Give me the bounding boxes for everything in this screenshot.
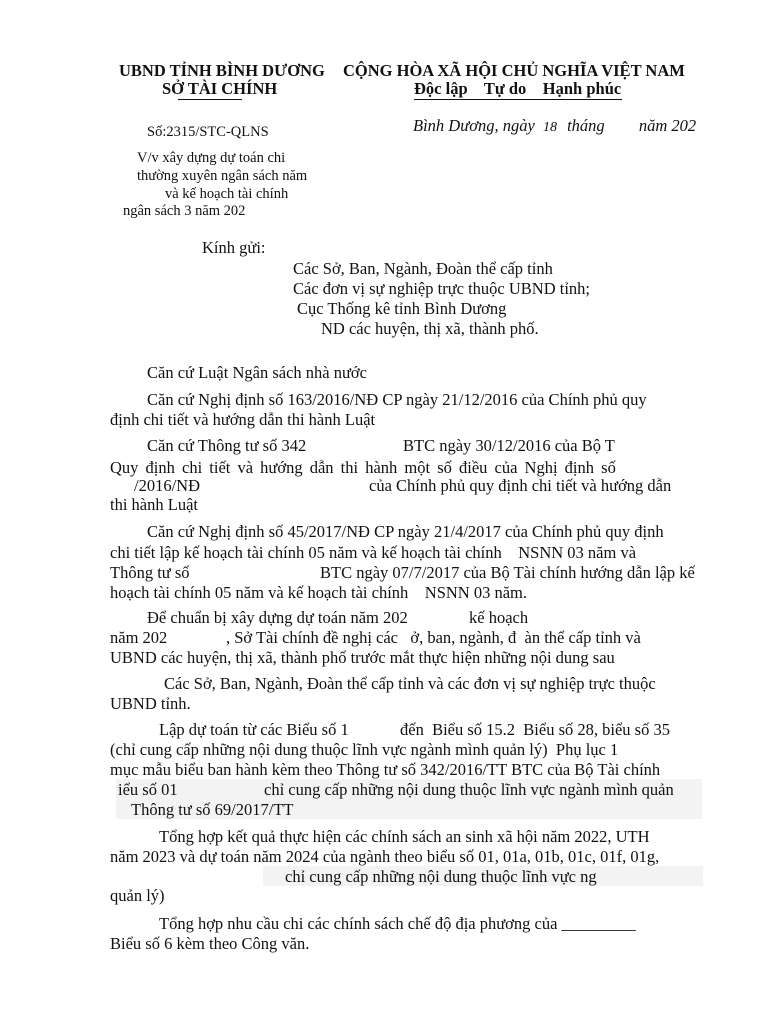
body-line: Biểu số 6 kèm theo Công văn. [110,934,310,953]
body-line: Căn cứ Nghị định số 163/2016/NĐ CP ngày 21/12/2016 của Chính phủ quy [147,390,647,409]
department-name: SỞ TÀI CHÍNH [162,79,278,98]
body-line: Căn cứ Nghị định số 45/2017/NĐ CP ngày 21/4/2017 của Chính phủ quy định [147,522,664,541]
date-day: 18 [542,120,557,135]
body-line: quản lý) [110,886,165,905]
subject-line-2: thường xuyên ngân sách năm [137,168,308,184]
date-year: năm 202 [638,116,697,135]
body-line: Căn cứ Thông tư số 342 [147,436,307,455]
recipient-item: Cục Thống kê tỉnh Bình Dương [297,299,507,318]
body-line: Các Sở, Ban, Ngành, Đoàn thể cấp tỉnh và các đơn vị sự nghiệp trực thuộc [164,674,656,693]
body-line: Để chuẩn bị xây dựng dự toán năm 202 [147,608,408,627]
body-line: Tổng hợp kết quả thực hiện các chính sách an sinh xã hội năm 2022, UTH [159,827,650,846]
body-line: đến Biểu số 15.2 Biểu số 28, biểu số 35 [400,720,670,739]
body-line: BTC ngày 07/7/2017 của Bộ Tài chính hướng dẫn lập kế [320,563,695,582]
body-line: Thông tư số [110,563,190,582]
body-line: năm 202 [110,628,168,647]
place-date-label: Bình Dương, ngày [413,116,535,135]
recipient-item: Các đơn vị sự nghiệp trực thuộc UBND tỉnh; [293,279,590,298]
body-line: kế hoạch [469,608,529,627]
body-line: năm 2023 và dự toán năm 2024 của ngành theo biểu số 01, 01a, 01b, 01c, 01f, 01g, [110,847,660,866]
national-motto: Độc lập Tự do Hạnh phúc [414,79,622,98]
body-line: chi tiết lập kế hoạch tài chính 05 năm và kế hoạch tài chính NSNN 03 năm và [110,543,637,562]
body-line: Lập dự toán từ các Biểu số 1 [159,720,349,739]
body-line: , Sở Tài chính đề nghị các ở, ban, ngành, đ àn thể cấp tỉnh và [226,628,641,647]
body-line: /2016/NĐ [134,476,200,495]
body-line: Thông tư số 69/2017/TT [131,800,294,819]
body-line: UBND tỉnh. [110,694,191,713]
body-line: của Chính phủ quy định chi tiết và hướng dẫn [369,476,672,495]
body-line: Quy định chi tiết và hướng dẫn thi hành một số điều của Nghị định số [110,458,616,477]
national-title: CỘNG HÒA XÃ HỘI CHỦ NGHĨA VIỆT NAM [343,61,685,80]
recipient-item: Các Sở, Ban, Ngành, Đoàn thể cấp tỉnh [293,259,553,278]
date-month-label: tháng [567,116,605,135]
document-number: Số:2315/STC-QLNS [147,124,269,140]
body-line: hoạch tài chính 05 năm và kế hoạch tài chính NSNN 03 năm. [110,583,527,602]
body-line: định chi tiết và hướng dẫn thi hành Luật [110,410,376,429]
body-line: thi hành Luật [110,495,198,514]
motto-underline [414,99,622,100]
agency-name: UBND TỈNH BÌNH DƯƠNG [119,61,325,80]
recipient-greeting: Kính gửi: [202,238,266,257]
recipient-item: ND các huyện, thị xã, thành phố. [321,319,539,338]
body-line: chỉ cung cấp những nội dung thuộc lĩnh vực ng [285,867,597,886]
department-underline [178,99,242,100]
body-line: (chỉ cung cấp những nội dung thuộc lĩnh vực ngành mình quản lý) Phụ lục 1 [110,740,619,759]
body-line: Tổng hợp nhu cầu chi các chính sách chế độ địa phương của _________ [159,914,636,933]
subject-line-4: ngân sách 3 năm 202 [123,203,246,219]
body-line: UBND các huyện, thị xã, thành phố trước mắt thực hiện những nội dung sau [110,648,615,667]
body-line: iểu số 01 [118,780,178,799]
subject-line-1: V/v xây dựng dự toán chi [137,150,286,166]
body-line: mục mẫu biểu ban hành kèm theo Thông tư số 342/2016/TT BTC của Bộ Tài chính [110,760,661,779]
place-date [413,116,696,137]
body-line: chỉ cung cấp những nội dung thuộc lĩnh vực ngành mình quản [264,780,674,799]
body-line: BTC ngày 30/12/2016 của Bộ T [403,436,615,455]
body-line: Căn cứ Luật Ngân sách nhà nước [147,363,367,382]
subject-line-3: và kế hoạch tài chính [165,186,289,202]
